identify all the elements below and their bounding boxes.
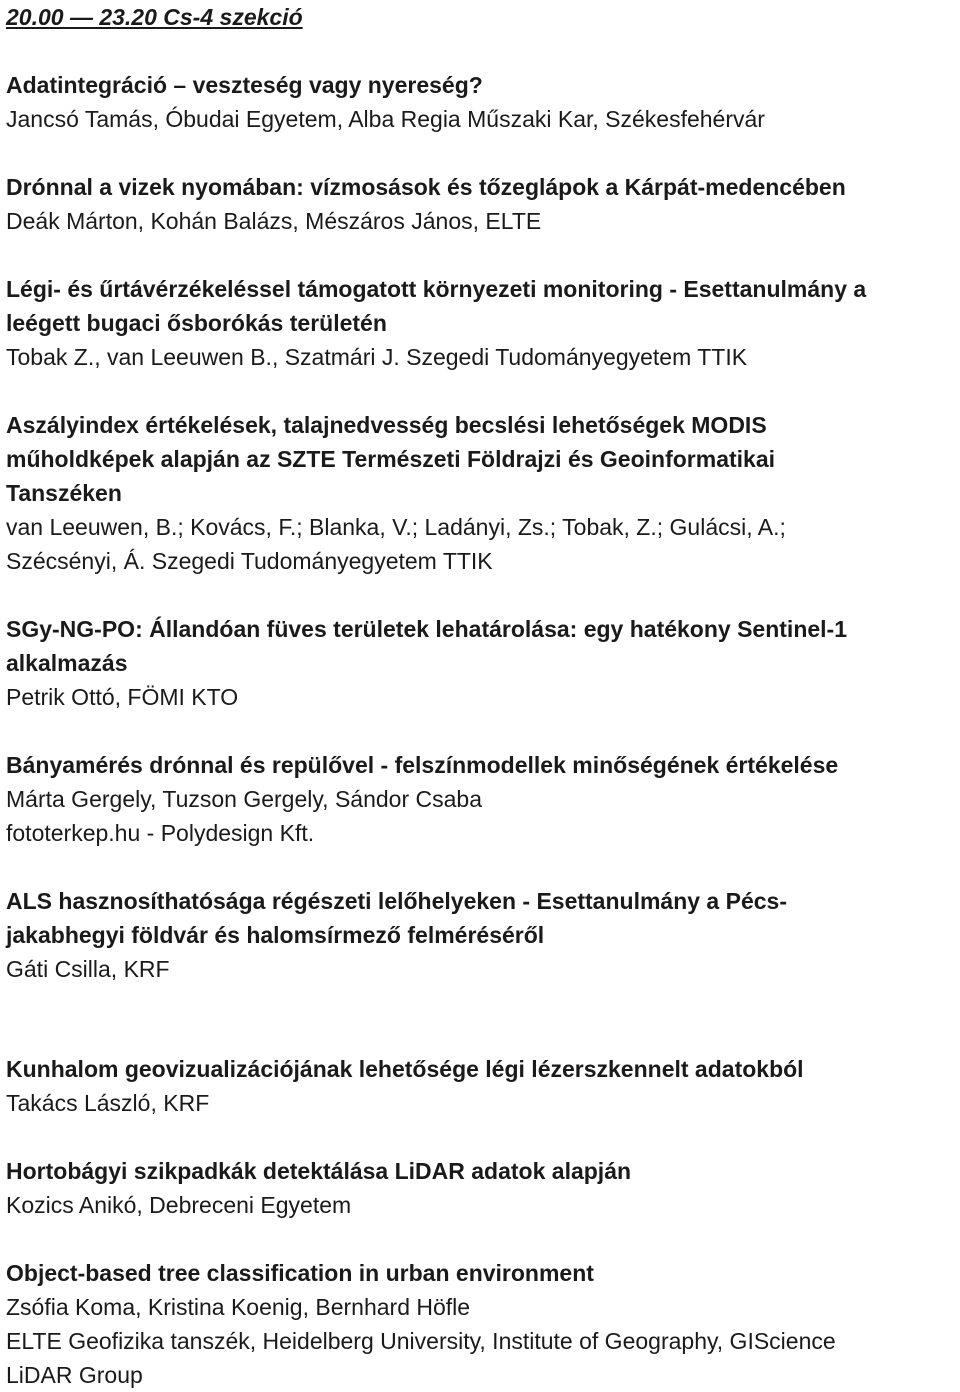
talk-entry xyxy=(6,1256,954,1392)
talk-entry xyxy=(6,272,954,374)
spacer xyxy=(6,238,954,272)
spacer xyxy=(6,850,954,884)
talk-authors: Deák Márton, Kohán Balázs, Mészáros János, ELTE xyxy=(6,208,542,234)
talk-title: Légi- és űrtávérzékeléssel támogatott környezeti monitoring - Esettanulmány a xyxy=(6,276,867,302)
talk-authors: LiDAR Group xyxy=(6,1362,143,1388)
spacer xyxy=(6,1222,954,1256)
talk-title: alkalmazás xyxy=(6,650,128,676)
talk-entry xyxy=(6,612,954,714)
talk-authors: Jancsó Tamás, Óbudai Egyetem, Alba Regia Műszaki Kar, Székesfehérvár xyxy=(6,106,765,132)
spacer xyxy=(6,374,954,408)
spacer xyxy=(6,136,954,170)
talk-title: jakabhegyi földvár és halomsírmező felméréséről xyxy=(6,922,545,948)
talk-entry xyxy=(6,408,954,578)
talk-title: Kunhalom geovizualizációjának lehetősége légi lézerszkennelt adatokból xyxy=(6,1056,804,1082)
session-header: 20.00 — 23.20 Cs-4 szekció xyxy=(6,4,303,30)
talk-title: leégett bugaci ősborókás területén xyxy=(6,310,387,336)
talk-list xyxy=(6,68,954,1392)
talk-authors: Petrik Ottó, FÖMI KTO xyxy=(6,684,239,710)
talk-authors: Zsófia Koma, Kristina Koenig, Bernhard Höfle xyxy=(6,1294,471,1320)
talk-title: műholdképek alapján az SZTE Természeti Földrajzi és Geoinformatikai xyxy=(6,446,776,472)
talk-authors: fototerkep.hu - Polydesign Kft. xyxy=(6,820,315,846)
talk-title: ALS hasznosíthatósága régészeti lelőhelyeken - Esettanulmány a Pécs- xyxy=(6,888,787,914)
talk-title: Hortobágyi szikpadkák detektálása LiDAR adatok alapján xyxy=(6,1158,632,1184)
talk-authors: ELTE Geofizika tanszék, Heidelberg University, Institute of Geography, GIScience xyxy=(6,1328,836,1354)
talk-title: Tanszéken xyxy=(6,480,122,506)
spacer xyxy=(6,34,954,68)
spacer xyxy=(6,714,954,748)
talk-authors: Szécsényi, Á. Szegedi Tudományegyetem TTIK xyxy=(6,548,493,574)
talk-title: Aszályindex értékelések, talajnedvesség becslési lehetőségek MODIS xyxy=(6,412,767,438)
talk-title: Object-based tree classification in urban environment xyxy=(6,1260,594,1286)
talk-entry xyxy=(6,68,954,136)
talk-authors: Tobak Z., van Leeuwen B., Szatmári J. Szegedi Tudományegyetem TTIK xyxy=(6,344,748,370)
talk-entry xyxy=(6,170,954,238)
spacer xyxy=(6,986,954,1052)
talk-entry xyxy=(6,1052,954,1120)
talk-authors: Takács László, KRF xyxy=(6,1090,210,1116)
talk-title: SGy-NG-PO: Állandóan füves területek lehatárolása: egy hatékony Sentinel-1 xyxy=(6,616,848,642)
spacer xyxy=(6,578,954,612)
talk-entry xyxy=(6,884,954,986)
talk-entry xyxy=(6,748,954,850)
talk-title: Adatintegráció – veszteség vagy nyereség? xyxy=(6,72,483,98)
talk-entry xyxy=(6,1154,954,1222)
talk-title: Drónnal a vizek nyomában: vízmosások és tőzeglápok a Kárpát-medencében xyxy=(6,174,846,200)
talk-authors: Márta Gergely, Tuzson Gergely, Sándor Csaba xyxy=(6,786,482,812)
spacer xyxy=(6,1120,954,1154)
talk-authors: Gáti Csilla, KRF xyxy=(6,956,170,982)
talk-authors: van Leeuwen, B.; Kovács, F.; Blanka, V.; Ladányi, Zs.; Tobak, Z.; Gulácsi, A.; xyxy=(6,514,786,540)
talk-title: Bányamérés drónnal és repülővel - felszínmodellek minőségének értékelése xyxy=(6,752,839,778)
talk-authors: Kozics Anikó, Debreceni Egyetem xyxy=(6,1192,352,1218)
